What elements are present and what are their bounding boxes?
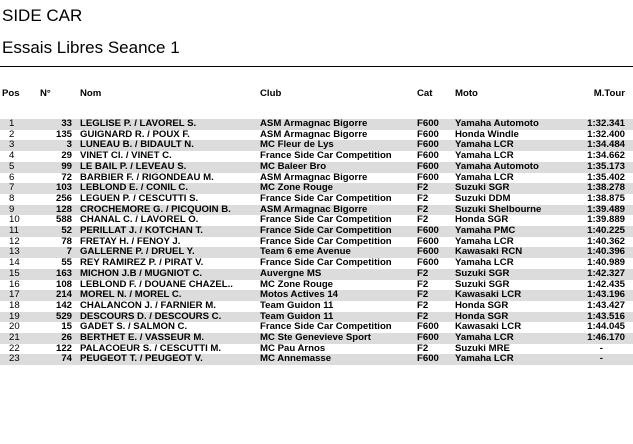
cell-best-lap: 1:35.173 [552, 162, 633, 173]
table-row [0, 258, 633, 269]
cell-name: MICHON J.B / MUGNIOT C. [80, 269, 260, 280]
cell-name: GADET S. / SALMON C. [80, 322, 188, 333]
cell-number: 99 [40, 162, 80, 173]
table-row [0, 140, 633, 151]
cell-moto: Yamaha PMC [455, 226, 552, 237]
cell-cat: F2 [417, 215, 429, 226]
cell-club: ASM Armagnac Bigorre [260, 119, 417, 130]
cell-club: France Side Car Competition [260, 215, 392, 226]
cell-cat: F600 [417, 354, 455, 365]
cell-cat: F2 [417, 183, 455, 194]
cell-number: 135 [55, 129, 72, 140]
cell-moto: Suzuki DDM [455, 193, 511, 204]
cell-best-lap: 1:32.400 [587, 129, 625, 140]
table-row [0, 322, 633, 333]
cell-number: 15 [61, 322, 72, 333]
table-row [0, 151, 633, 162]
cell-moto: Suzuki MRE [455, 343, 510, 354]
cell-pos: 4 [9, 151, 15, 162]
cell-name: LEBLOND F. / DOUANE CHAZEL.. [80, 279, 233, 290]
table-row [0, 301, 633, 312]
cell-name: DESCOURS D. / DESCOURS C. [80, 312, 260, 323]
cell-name: REY RAMIREZ P. / PIRAT V. [80, 258, 204, 269]
cell-moto: Yamaha LCR [455, 236, 514, 247]
cell-cat: F600 [417, 162, 455, 173]
cell-number: 163 [40, 269, 80, 280]
table-row [0, 205, 633, 216]
cell-club: France Side Car Competition [260, 151, 392, 162]
cell-name: CROCHEMORE G. / PICQUOIN B. [80, 205, 260, 216]
cell-cat: F2 [417, 290, 455, 301]
cell-best-lap: 1:43.196 [552, 290, 633, 301]
cell-pos: 17 [0, 290, 40, 301]
cell-name: BERTHET E. / VASSEUR M. [80, 333, 260, 344]
cell-cat: F600 [417, 140, 455, 151]
table-row [0, 290, 633, 301]
cell-club: ASM Armagnac Bigorre [260, 172, 368, 183]
table-row [0, 183, 633, 194]
cell-pos: 20 [9, 322, 20, 333]
cell-name: PEUGEOT T. / PEUGEOT V. [80, 354, 260, 365]
table-row [0, 354, 633, 365]
cell-number: 78 [61, 236, 72, 247]
cell-cat: F2 [417, 343, 429, 354]
cell-best-lap: 1:38.278 [552, 183, 633, 194]
cell-pos: 1 [0, 119, 40, 130]
cell-number: 108 [55, 279, 72, 290]
cell-best-lap: 1:43.516 [552, 312, 633, 323]
cell-moto: Yamaha LCR [455, 258, 514, 269]
cell-moto: Honda SGR [455, 312, 552, 323]
cell-best-lap: 1:39.889 [587, 215, 625, 226]
cell-name: LEGUEN P. / CESCUTTI S. [80, 193, 199, 204]
cell-best-lap: 1:40.362 [587, 236, 625, 247]
cell-moto: Suzuki SGR [455, 183, 552, 194]
cell-club: MC Zone Rouge [260, 183, 417, 194]
table-row [0, 130, 633, 141]
cell-name: LEGLISE P. / LAVOREL S. [80, 119, 260, 130]
cell-moto: Kawasaki LCR [455, 290, 552, 301]
cell-pos: 22 [9, 343, 20, 354]
cell-club: France Side Car Competition [260, 236, 392, 247]
cell-pos: 2 [9, 129, 15, 140]
cell-name: CHALANCON J. / FARNIER M. [80, 300, 216, 311]
cell-moto: Yamaha Automoto [455, 119, 552, 130]
cell-name: VINET Cl. / VINET C. [80, 151, 172, 162]
cell-moto: Yamaha Automoto [455, 162, 552, 173]
cell-moto: Suzuki SGR [455, 269, 552, 280]
cell-best-lap: 1:43.427 [587, 300, 625, 311]
cell-pos: 7 [0, 183, 40, 194]
column-header-best-lap: M.Tour [593, 88, 625, 99]
cell-number: 256 [55, 193, 72, 204]
cell-name: LUNEAU B. / BIDAULT N. [80, 140, 260, 151]
column-header-number: N° [40, 88, 51, 99]
cell-number: 33 [40, 119, 80, 130]
cell-pos: 15 [0, 269, 40, 280]
cell-best-lap: 1:42.327 [552, 269, 633, 280]
cell-number: 128 [40, 205, 80, 216]
cell-club: MC Pau Arnos [260, 343, 326, 354]
cell-moto: Kawasaki LCR [455, 322, 522, 333]
cell-cat: F600 [417, 247, 455, 258]
cell-moto: Honda Windle [455, 129, 519, 140]
cell-cat: F600 [417, 151, 439, 162]
cell-pos: 3 [0, 140, 40, 151]
table-row [0, 173, 633, 184]
cell-moto: Yamaha LCR [455, 140, 552, 151]
cell-number: 529 [40, 312, 80, 323]
page-title: SIDE CAR [2, 6, 83, 25]
cell-best-lap: 1:39.489 [552, 205, 633, 216]
cell-name: CHANAL C. / LAVOREL O. [80, 215, 199, 226]
cell-moto: Yamaha LCR [455, 151, 514, 162]
cell-number: 72 [61, 172, 72, 183]
table-row [0, 344, 633, 355]
cell-number: 588 [55, 215, 72, 226]
cell-cat: F600 [417, 129, 439, 140]
cell-pos: 11 [0, 226, 40, 237]
cell-moto: Honda SGR [455, 300, 509, 311]
table-row [0, 247, 633, 258]
table-row [0, 162, 633, 173]
cell-club: France Side Car Competition [260, 322, 392, 333]
cell-cat: F600 [417, 236, 439, 247]
results-table [0, 87, 633, 365]
cell-club: MC Fleur de Lys [260, 140, 417, 151]
cell-pos: 5 [0, 162, 40, 173]
cell-cat: F600 [417, 322, 439, 333]
cell-club: MC Zone Rouge [260, 279, 334, 290]
cell-pos: 6 [9, 172, 15, 183]
cell-best-lap: 1:40.989 [587, 258, 625, 269]
cell-moto: Kawasaki RCN [455, 247, 552, 258]
cell-club: Team 6 eme Avenue [260, 247, 417, 258]
cell-moto: Suzuki SGR [455, 279, 510, 290]
cell-pos: 13 [0, 247, 40, 258]
cell-name: BARBIER F. / RIGONDEAU M. [80, 172, 214, 183]
cell-pos: 16 [9, 279, 20, 290]
cell-best-lap: 1:38.875 [587, 193, 625, 204]
cell-club: France Side Car Competition [260, 258, 392, 269]
cell-best-lap: 1:34.662 [587, 151, 625, 162]
cell-name: PERILLAT J. / KOTCHAN T. [80, 226, 260, 237]
cell-best-lap: 1:42.435 [587, 279, 625, 290]
cell-number: 26 [40, 333, 80, 344]
cell-number: 52 [40, 226, 80, 237]
cell-pos: 18 [9, 300, 20, 311]
cell-pos: 21 [0, 333, 40, 344]
cell-number: 142 [55, 300, 72, 311]
cell-club: Auvergne MS [260, 269, 417, 280]
table-row [0, 280, 633, 291]
cell-best-lap: 1:34.484 [552, 140, 633, 151]
table-header-row [0, 87, 633, 101]
cell-number: 74 [40, 354, 80, 365]
cell-best-lap: - [552, 354, 633, 365]
cell-name: MOREL N. / MOREL C. [80, 290, 260, 301]
cell-cat: F600 [417, 333, 455, 344]
table-row [0, 312, 633, 323]
cell-pos: 10 [9, 215, 20, 226]
cell-cat: F2 [417, 205, 455, 216]
cell-moto: Yamaha LCR [455, 354, 552, 365]
cell-cat: F2 [417, 279, 429, 290]
cell-number: 29 [61, 151, 72, 162]
cell-cat: F600 [417, 258, 439, 269]
table-row [0, 215, 633, 226]
cell-cat: F2 [417, 300, 429, 311]
cell-club: France Side Car Competition [260, 226, 417, 237]
cell-name: LE BAIL P. / LEVEAU S. [80, 162, 260, 173]
cell-cat: F600 [417, 226, 455, 237]
cell-number: 55 [61, 258, 72, 269]
table-row [0, 226, 633, 237]
cell-club: Motos Actives 14 [260, 290, 417, 301]
cell-pos: 23 [0, 354, 40, 365]
table-row [0, 237, 633, 248]
column-header-pos: Pos [2, 88, 20, 99]
cell-best-lap: 1:35.402 [587, 172, 625, 183]
cell-club: MC Annemasse [260, 354, 417, 365]
cell-moto: Yamaha LCR [455, 172, 514, 183]
cell-pos: 9 [0, 205, 40, 216]
cell-moto: Yamaha LCR [455, 333, 552, 344]
cell-number: 214 [40, 290, 80, 301]
cell-club: ASM Armagnac Bigorre [260, 205, 417, 216]
cell-cat: F2 [417, 312, 455, 323]
cell-cat: F2 [417, 193, 429, 204]
cell-pos: 14 [9, 258, 20, 269]
header-divider [0, 66, 633, 67]
cell-moto: Honda SGR [455, 215, 509, 226]
cell-club: Team Guidon 11 [260, 312, 417, 323]
cell-name: LEBLOND E. / CONIL C. [80, 183, 260, 194]
cell-pos: 8 [9, 193, 15, 204]
cell-best-lap: 1:40.396 [552, 247, 633, 258]
table-row [0, 269, 633, 280]
page-subtitle: Essais Libres Seance 1 [2, 38, 180, 57]
cell-name: GUIGNARD R. / POUX F. [80, 129, 190, 140]
cell-number: 122 [55, 343, 72, 354]
cell-pos: 12 [9, 236, 20, 247]
cell-cat: F600 [417, 172, 439, 183]
column-header-club: Club [260, 88, 282, 99]
cell-club: ASM Armagnac Bigorre [260, 129, 368, 140]
cell-best-lap: - [599, 343, 603, 354]
cell-club: France Side Car Competition [260, 193, 392, 204]
table-row [0, 119, 633, 130]
cell-name: FRETAY H. / FENOY J. [80, 236, 181, 247]
cell-number: 103 [40, 183, 80, 194]
cell-cat: F2 [417, 269, 455, 280]
cell-club: Team Guidon 11 [260, 300, 334, 311]
column-header-cat: Cat [417, 88, 433, 99]
table-row [0, 333, 633, 344]
cell-best-lap: 1:32.341 [552, 119, 633, 130]
cell-best-lap: 1:44.045 [587, 322, 625, 333]
column-header-name: Nom [80, 88, 102, 99]
cell-number: 7 [40, 247, 80, 258]
cell-club: MC Baleer Bro [260, 162, 417, 173]
cell-name: PALACOEUR S. / CESCUTTI M. [80, 343, 222, 354]
cell-best-lap: 1:46.170 [552, 333, 633, 344]
cell-club: MC Ste Genevieve Sport [260, 333, 417, 344]
cell-pos: 19 [0, 312, 40, 323]
cell-best-lap: 1:40.225 [552, 226, 633, 237]
column-header-moto: Moto [455, 88, 478, 99]
cell-moto: Suzuki Shelbourne [455, 205, 552, 216]
cell-cat: F600 [417, 119, 455, 130]
cell-number: 3 [40, 140, 80, 151]
table-row [0, 194, 633, 205]
cell-name: GALLERNE P. / DRUEL Y. [80, 247, 260, 258]
